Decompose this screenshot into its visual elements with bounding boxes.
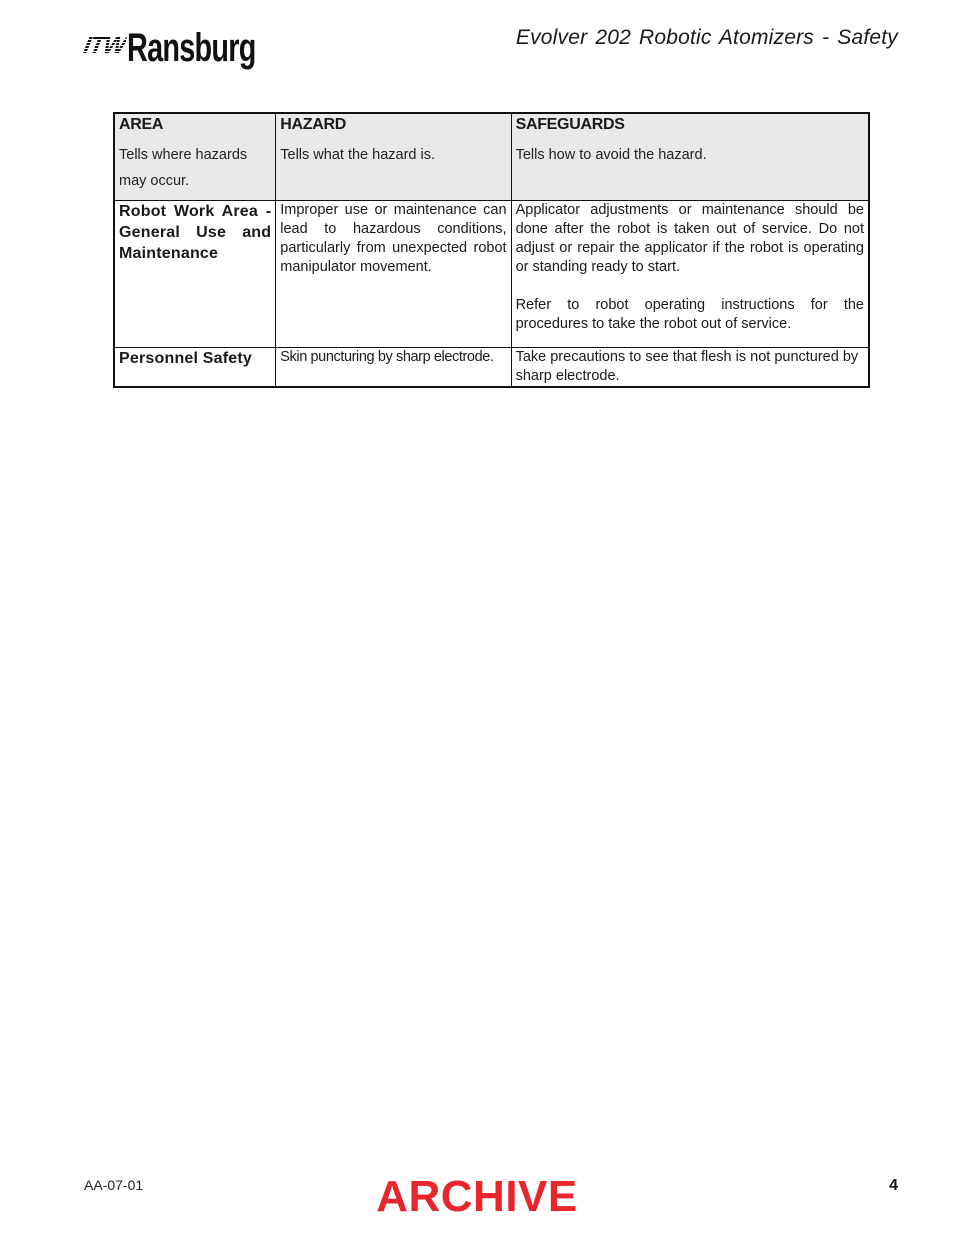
safeguards-column-header (511, 113, 869, 201)
logo-brand: Ransburg (126, 26, 256, 70)
column-heading: SAFEGUARDS (515, 116, 625, 133)
itw-ransburg-logo (81, 20, 306, 70)
table-header-row (114, 113, 869, 201)
area-text: Robot Work Area -General Use and Maintenance (119, 203, 272, 262)
safeguard-text: Applicator adjustments or maintenance should be done after the robot is taken out of service. Do not adjust or repair the applicator if the robot is operating or standing ready to start. (515, 202, 864, 275)
area-column-header (114, 113, 276, 201)
safeguards-cell (511, 201, 869, 348)
hazard-text: Improper use or maintenance can lead to hazardous conditions, particularly from unexpected robot manipulator movement. (280, 202, 507, 275)
document-title: Evolver 202 Robotic Atomizers - Safety (515, 26, 898, 49)
document-code: AA-07-01 (84, 1177, 144, 1193)
hazard-text: Skin puncturing by sharp electrode. (280, 349, 494, 365)
area-cell (114, 201, 276, 348)
hazard-column-header (276, 113, 511, 201)
column-heading: HAZARD (280, 116, 346, 133)
safety-table (113, 112, 870, 388)
safeguards-cell (511, 348, 869, 388)
table-row (114, 348, 869, 388)
safeguard-text: Take precautions to see that flesh is not punctured by sharp electrode. (515, 349, 859, 384)
column-description: Tells what the hazard is. (280, 147, 435, 163)
hazard-cell (276, 348, 511, 388)
column-description: Tells how to avoid the hazard. (515, 147, 707, 163)
logo-prefix: ITW (81, 32, 128, 59)
archive-stamp: ARCHIVE (376, 1172, 578, 1221)
table-row (114, 201, 869, 348)
safeguard-text: Refer to robot operating instructions for the procedures to take the robot out of service. (515, 297, 864, 332)
page-number: 4 (889, 1177, 898, 1194)
column-heading: AREA (119, 116, 164, 133)
hazard-cell (276, 201, 511, 348)
column-description: Tells where hazards may occur. (119, 147, 248, 189)
area-cell (114, 348, 276, 388)
area-text: Personnel Safety (119, 350, 253, 367)
